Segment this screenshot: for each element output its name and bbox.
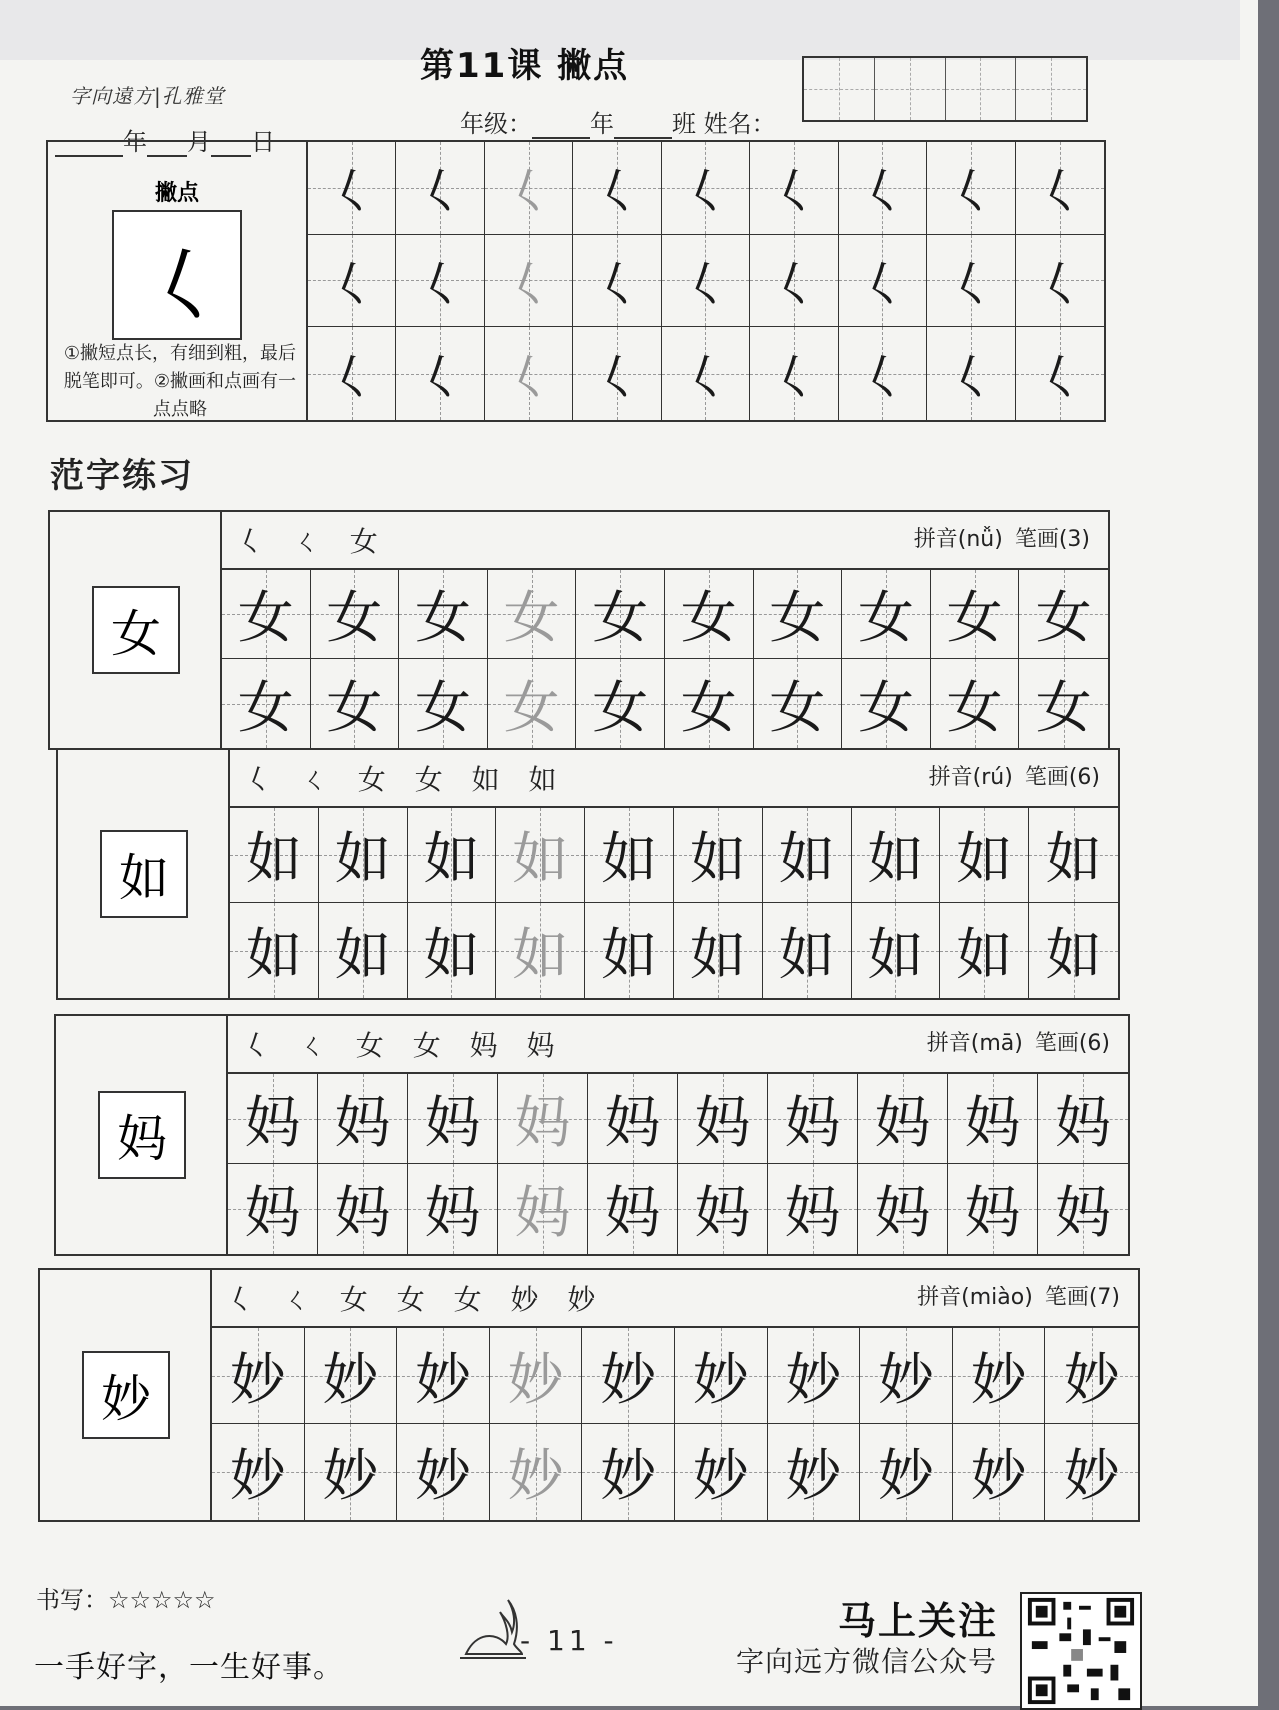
- practice-glyph: 女: [414, 586, 471, 651]
- practice-glyph: 女: [946, 586, 1003, 651]
- stroke-practice-glyph: 𡿨: [769, 256, 818, 313]
- stroke-practice-glyph: 𡿨: [1035, 350, 1084, 407]
- stroke-practice-cell[interactable]: [308, 235, 396, 328]
- practice-cell[interactable]: [212, 1328, 305, 1424]
- practice-cell[interactable]: [860, 1424, 953, 1520]
- practice-cell[interactable]: [230, 903, 319, 998]
- practice-glyph: 女: [680, 586, 737, 651]
- stroke-practice-cell[interactable]: [308, 142, 396, 235]
- practice-glyph: 如: [956, 827, 1013, 892]
- stroke-practice-glyph: 𡿨: [769, 164, 818, 221]
- practice-cell[interactable]: [212, 1424, 305, 1520]
- stroke-practice-cell[interactable]: [1016, 142, 1104, 235]
- practice-cell[interactable]: [931, 570, 1020, 659]
- practice-cell[interactable]: [1038, 1074, 1128, 1164]
- practice-glyph: 妙: [414, 1444, 471, 1509]
- practice-cell[interactable]: [305, 1424, 398, 1520]
- stroke-practice-cell[interactable]: [662, 235, 750, 328]
- character-practice-grid[interactable]: [212, 1328, 1138, 1520]
- stroke-practice-glyph: 𡿨: [681, 164, 730, 221]
- practice-cell[interactable]: [948, 1164, 1038, 1254]
- practice-glyph: 妙: [970, 1444, 1027, 1509]
- practice-cell[interactable]: [675, 1424, 768, 1520]
- stroke-tip: ①撇短点长，有细到粗，最后脱笔即可。②撇画和点画有一点点略: [63, 343, 297, 420]
- stroke-practice-cell[interactable]: [839, 327, 927, 420]
- practice-cell[interactable]: [842, 659, 931, 748]
- stroke-practice-cell[interactable]: [839, 235, 927, 328]
- character-sample: 女: [92, 586, 180, 674]
- practice-cell[interactable]: [1038, 1164, 1128, 1254]
- practice-glyph: 妙: [414, 1347, 471, 1413]
- character-sample: 妙: [82, 1351, 170, 1439]
- practice-glyph: 妈: [874, 1181, 931, 1246]
- practice-glyph: 妈: [874, 1090, 931, 1156]
- practice-glyph: 妈: [424, 1181, 481, 1246]
- practice-glyph: 妙: [229, 1444, 286, 1509]
- practice-cell[interactable]: [1019, 659, 1108, 748]
- practice-cell[interactable]: [319, 903, 408, 998]
- stroke-practice-glyph: 𡿨: [1035, 256, 1084, 313]
- practice-glyph: 妈: [604, 1181, 661, 1246]
- practice-glyph: 妙: [785, 1444, 842, 1509]
- practice-cell[interactable]: [222, 570, 311, 659]
- practice-cell[interactable]: [488, 570, 577, 659]
- stroke-order-row: [222, 512, 1108, 570]
- practice-cell[interactable]: [397, 1328, 490, 1424]
- character-sample-area: [56, 1016, 228, 1254]
- practice-glyph: 如: [689, 827, 746, 892]
- practice-glyph: 女: [1035, 586, 1092, 651]
- practice-cell[interactable]: [860, 1328, 953, 1424]
- stroke-count: 笔画(6): [1034, 1031, 1110, 1056]
- character-block: [54, 1014, 1130, 1256]
- stroke-practice-cell[interactable]: [573, 327, 661, 420]
- stroke-practice-glyph: 𡿨: [769, 350, 818, 407]
- character-block: [48, 510, 1110, 750]
- character-practice-grid[interactable]: [228, 1074, 1128, 1254]
- character-practice-grid[interactable]: [222, 570, 1108, 748]
- stroke-practice-cell[interactable]: [1016, 327, 1104, 420]
- class-blank[interactable]: [614, 113, 672, 139]
- stroke-practice-glyph: 𡿨: [416, 350, 465, 407]
- follow-text: 马上关注: [838, 1599, 999, 1643]
- practice-cell[interactable]: [588, 1164, 678, 1254]
- practice-cell[interactable]: [852, 808, 941, 903]
- practice-cell[interactable]: [948, 1074, 1038, 1164]
- practice-cell[interactable]: [488, 659, 577, 748]
- practice-cell[interactable]: [674, 808, 763, 903]
- practice-glyph: 妙: [785, 1347, 842, 1413]
- brand-logo: 字向遠方|孔雅堂: [70, 84, 225, 108]
- practice-glyph: 妙: [692, 1444, 749, 1509]
- practice-glyph: 如: [423, 827, 480, 892]
- practice-glyph: 妈: [604, 1090, 661, 1156]
- practice-cell[interactable]: [754, 659, 843, 748]
- practice-glyph: 妙: [877, 1444, 934, 1509]
- practice-glyph: 妈: [334, 1181, 391, 1246]
- practice-cell[interactable]: [674, 903, 763, 998]
- practice-glyph: 妈: [424, 1090, 481, 1156]
- stroke-practice-glyph: 𡿨: [858, 256, 907, 313]
- practice-cell[interactable]: [408, 808, 497, 903]
- practice-glyph: 妈: [964, 1090, 1021, 1156]
- practice-cell[interactable]: [678, 1164, 768, 1254]
- practice-glyph: 女: [680, 675, 737, 741]
- practice-glyph: 妈: [694, 1090, 751, 1156]
- stroke-practice-cell[interactable]: [573, 235, 661, 328]
- practice-cell[interactable]: [675, 1328, 768, 1424]
- practice-cell[interactable]: [953, 1424, 1046, 1520]
- practice-glyph: 女: [503, 675, 560, 741]
- practice-glyph: 妙: [877, 1347, 934, 1413]
- practice-cell[interactable]: [754, 570, 843, 659]
- stroke-practice-cell[interactable]: [485, 327, 573, 420]
- stroke-count: 笔画(6): [1024, 765, 1100, 790]
- practice-cell[interactable]: [222, 659, 311, 748]
- pinyin-strokes: [927, 1026, 1110, 1057]
- practice-glyph: 妙: [322, 1444, 379, 1509]
- practice-cell[interactable]: [230, 808, 319, 903]
- lesson-title: 第11课 撇点: [420, 46, 630, 86]
- stroke-practice-glyph: 𡿨: [504, 350, 553, 407]
- practice-glyph: 如: [956, 922, 1013, 988]
- stroke-order: 𡿨 ㄑ 女: [236, 525, 388, 558]
- practice-glyph: 如: [334, 827, 391, 892]
- pinyin-strokes: [929, 760, 1100, 791]
- practice-glyph: 如: [1045, 827, 1102, 892]
- character-sample-area: [50, 512, 222, 748]
- practice-glyph: 如: [334, 922, 391, 988]
- practice-cell[interactable]: [399, 570, 488, 659]
- stroke-practice-block: [46, 140, 1106, 422]
- practice-cell[interactable]: [858, 1074, 948, 1164]
- practice-cell[interactable]: [318, 1074, 408, 1164]
- page-number: - 11 -: [520, 1624, 618, 1657]
- practice-cell[interactable]: [588, 1074, 678, 1164]
- stroke-practice-cell[interactable]: [485, 142, 573, 235]
- practice-glyph: 妙: [322, 1347, 379, 1413]
- practice-glyph: 妙: [1063, 1444, 1120, 1509]
- character-sample: 如: [100, 830, 188, 918]
- practice-cell[interactable]: [768, 1074, 858, 1164]
- stroke-practice-cell[interactable]: [662, 142, 750, 235]
- practice-glyph: 女: [414, 675, 471, 741]
- practice-glyph: 女: [592, 586, 649, 651]
- practice-glyph: 女: [1035, 675, 1092, 741]
- stroke-practice-cell[interactable]: [750, 327, 838, 420]
- pinyin: 拼音(rú): [928, 765, 1013, 790]
- practice-cell[interactable]: [576, 659, 665, 748]
- stroke-order: 𡿨 ㄑ 女 女 女 妙 妙: [226, 1283, 606, 1316]
- stroke-order-row: [228, 1016, 1128, 1074]
- practice-glyph: 女: [503, 586, 560, 651]
- practice-cell[interactable]: [940, 903, 1029, 998]
- practice-glyph: 妙: [970, 1347, 1027, 1413]
- section-title: 范字练习: [50, 456, 194, 496]
- stroke-practice-cell[interactable]: [750, 142, 838, 235]
- practice-cell[interactable]: [585, 903, 674, 998]
- stroke-practice-cell[interactable]: [1016, 235, 1104, 328]
- stroke-grid[interactable]: [308, 142, 1104, 420]
- day-label: 日: [251, 128, 275, 156]
- practice-cell[interactable]: [852, 903, 941, 998]
- name-box[interactable]: [1016, 58, 1086, 120]
- practice-glyph: 如: [245, 827, 302, 892]
- stroke-count: 笔画(3): [1014, 527, 1090, 552]
- stroke-practice-cell[interactable]: [927, 235, 1015, 328]
- practice-glyph: 妙: [692, 1347, 749, 1413]
- practice-glyph: 妙: [507, 1444, 564, 1509]
- stroke-practice-glyph: 𡿨: [946, 256, 995, 313]
- practice-cell[interactable]: [498, 1074, 588, 1164]
- practice-glyph: 妙: [507, 1347, 564, 1413]
- practice-glyph: 女: [592, 675, 649, 741]
- practice-glyph: 女: [857, 675, 914, 741]
- practice-cell[interactable]: [228, 1164, 318, 1254]
- stroke-order: 𡿨 ㄑ 女 女 妈 妈: [242, 1029, 565, 1062]
- practice-cell[interactable]: [318, 1164, 408, 1254]
- pinyin: 拼音(mā): [926, 1031, 1023, 1056]
- practice-cell[interactable]: [305, 1328, 398, 1424]
- stroke-practice-cell[interactable]: [396, 327, 484, 420]
- practice-cell[interactable]: [678, 1074, 768, 1164]
- practice-cell[interactable]: [1019, 570, 1108, 659]
- practice-cell[interactable]: [319, 808, 408, 903]
- practice-cell[interactable]: [490, 1328, 583, 1424]
- practice-cell[interactable]: [576, 570, 665, 659]
- practice-glyph: 如: [778, 922, 835, 988]
- practice-cell[interactable]: [768, 1164, 858, 1254]
- stroke-name: 撇点: [154, 181, 199, 206]
- stroke-order-row: [212, 1270, 1138, 1328]
- character-block: [38, 1268, 1140, 1522]
- practice-glyph: 女: [769, 675, 826, 741]
- practice-cell[interactable]: [665, 659, 754, 748]
- grade-year-label: 年: [590, 110, 614, 138]
- practice-cell[interactable]: [228, 1074, 318, 1164]
- stroke-practice-glyph: 𡿨: [593, 164, 642, 221]
- grade-line: [460, 104, 776, 139]
- character-sample-area: [58, 750, 230, 998]
- stroke-practice-glyph: 𡿨: [504, 256, 553, 313]
- practice-glyph: 妈: [514, 1181, 571, 1246]
- pinyin-strokes: [914, 522, 1090, 553]
- practice-cell[interactable]: [842, 570, 931, 659]
- stroke-practice-glyph: 𡿨: [593, 256, 642, 313]
- practice-cell[interactable]: [498, 1164, 588, 1254]
- practice-glyph: 妙: [229, 1347, 286, 1413]
- practice-glyph: 如: [867, 827, 924, 892]
- stroke-practice-glyph: 𡿨: [858, 350, 907, 407]
- stroke-practice-cell[interactable]: [308, 327, 396, 420]
- wechat-text: 字向远方微信公众号: [736, 1645, 998, 1678]
- practice-cell[interactable]: [768, 1328, 861, 1424]
- stroke-practice-glyph: 𡿨: [858, 164, 907, 221]
- practice-glyph: 妈: [334, 1090, 391, 1156]
- practice-cell[interactable]: [399, 659, 488, 748]
- character-sample-area: [40, 1270, 212, 1520]
- practice-cell[interactable]: [585, 808, 674, 903]
- stroke-practice-cell[interactable]: [573, 142, 661, 235]
- slogan: 一手好字，一生好事。: [34, 1650, 344, 1685]
- character-practice-grid[interactable]: [230, 808, 1118, 998]
- practice-cell[interactable]: [1045, 1328, 1138, 1424]
- stroke-order-row: [230, 750, 1118, 808]
- practice-cell[interactable]: [763, 903, 852, 998]
- rating-stars[interactable]: 书写：☆☆☆☆☆: [36, 1586, 216, 1614]
- practice-glyph: 妈: [1055, 1181, 1111, 1246]
- stroke-practice-glyph: 𡿨: [327, 164, 376, 221]
- stroke-practice-cell[interactable]: [662, 327, 750, 420]
- practice-cell[interactable]: [953, 1328, 1046, 1424]
- practice-glyph: 如: [601, 827, 658, 892]
- character-sample: 妈: [98, 1091, 186, 1179]
- practice-glyph: 妈: [784, 1181, 841, 1246]
- pinyin: 拼音(nǚ): [913, 527, 1003, 552]
- practice-glyph: 妈: [964, 1181, 1021, 1246]
- stroke-demo-glyph: 𡿨: [144, 240, 224, 333]
- practice-glyph: 妈: [1055, 1090, 1111, 1156]
- practice-glyph: 妈: [784, 1090, 841, 1156]
- practice-glyph: 妙: [600, 1444, 657, 1509]
- practice-cell[interactable]: [582, 1328, 675, 1424]
- grade-label: 年级：: [460, 110, 532, 138]
- practice-glyph: 女: [946, 675, 1003, 741]
- stroke-practice-cell[interactable]: [750, 235, 838, 328]
- stroke-practice-glyph: 𡿨: [681, 256, 730, 313]
- stroke-order: 𡿨 ㄑ 女 女 如 如: [244, 763, 567, 796]
- practice-glyph: 如: [423, 922, 480, 988]
- stroke-practice-glyph: 𡿨: [416, 164, 465, 221]
- practice-cell[interactable]: [408, 1074, 498, 1164]
- practice-glyph: 如: [1045, 922, 1102, 988]
- practice-cell[interactable]: [311, 570, 400, 659]
- name-box[interactable]: [804, 58, 875, 120]
- practice-cell[interactable]: [490, 1424, 583, 1520]
- month-label: 月: [187, 128, 211, 156]
- stroke-practice-cell[interactable]: [927, 327, 1015, 420]
- practice-cell[interactable]: [1029, 808, 1118, 903]
- practice-glyph: 女: [857, 586, 914, 651]
- practice-cell[interactable]: [1045, 1424, 1138, 1520]
- practice-cell[interactable]: [496, 903, 585, 998]
- stroke-practice-glyph: 𡿨: [681, 350, 730, 407]
- practice-cell[interactable]: [1029, 903, 1118, 998]
- stroke-practice-cell[interactable]: [396, 235, 484, 328]
- stroke-practice-glyph: 𡿨: [504, 164, 553, 221]
- practice-glyph: 如: [778, 827, 835, 892]
- practice-glyph: 妈: [244, 1090, 301, 1156]
- practice-glyph: 如: [689, 922, 746, 988]
- practice-glyph: 妈: [694, 1181, 751, 1246]
- practice-glyph: 女: [237, 586, 294, 651]
- practice-cell[interactable]: [940, 808, 1029, 903]
- character-block: [56, 748, 1120, 1000]
- practice-cell[interactable]: [408, 1164, 498, 1254]
- practice-cell[interactable]: [582, 1424, 675, 1520]
- practice-glyph: 妙: [1063, 1347, 1120, 1413]
- stroke-practice-glyph: 𡿨: [327, 350, 376, 407]
- practice-cell[interactable]: [931, 659, 1020, 748]
- stroke-practice-glyph: 𡿨: [593, 350, 642, 407]
- year-label: 年: [123, 128, 147, 156]
- practice-cell[interactable]: [311, 659, 400, 748]
- stroke-practice-cell[interactable]: [839, 142, 927, 235]
- stroke-practice-cell[interactable]: [927, 142, 1015, 235]
- stroke-count: 笔画(7): [1044, 1285, 1120, 1310]
- practice-cell[interactable]: [763, 808, 852, 903]
- name-boxes[interactable]: [802, 56, 1088, 122]
- practice-glyph: 妈: [244, 1181, 301, 1246]
- rabbit-icon: [456, 1592, 526, 1662]
- practice-glyph: 妙: [600, 1347, 657, 1413]
- practice-cell[interactable]: [858, 1164, 948, 1254]
- name-box[interactable]: [946, 58, 1017, 120]
- practice-glyph: 如: [512, 922, 569, 988]
- stroke-practice-glyph: 𡿨: [946, 350, 995, 407]
- qr-code-icon[interactable]: [1020, 1592, 1142, 1710]
- practice-glyph: 如: [245, 922, 302, 988]
- grade-blank[interactable]: [532, 113, 590, 139]
- practice-glyph: 如: [867, 922, 924, 988]
- practice-cell[interactable]: [768, 1424, 861, 1520]
- pinyin: 拼音(miào): [917, 1285, 1033, 1310]
- practice-cell[interactable]: [408, 903, 497, 998]
- practice-glyph: 如: [601, 922, 658, 988]
- stroke-practice-cell[interactable]: [485, 235, 573, 328]
- stroke-practice-glyph: 𡿨: [946, 164, 995, 221]
- practice-glyph: 如: [512, 827, 569, 892]
- practice-glyph: 女: [326, 586, 383, 651]
- stroke-practice-cell[interactable]: [396, 142, 484, 235]
- stroke-info: [48, 142, 308, 420]
- practice-glyph: 女: [769, 586, 826, 651]
- practice-cell[interactable]: [397, 1424, 490, 1520]
- stroke-practice-glyph: 𡿨: [1035, 164, 1084, 221]
- practice-glyph: 女: [237, 675, 294, 741]
- stroke-practice-glyph: 𡿨: [327, 256, 376, 313]
- class-name-label: 班 姓名：: [672, 110, 776, 138]
- practice-cell[interactable]: [665, 570, 754, 659]
- stroke-practice-glyph: 𡿨: [416, 256, 465, 313]
- pinyin-strokes: [917, 1280, 1120, 1311]
- practice-glyph: 女: [326, 675, 383, 741]
- stroke-demo-box: [112, 210, 242, 340]
- practice-glyph: 妈: [514, 1090, 571, 1156]
- name-box[interactable]: [875, 58, 946, 120]
- practice-cell[interactable]: [496, 808, 585, 903]
